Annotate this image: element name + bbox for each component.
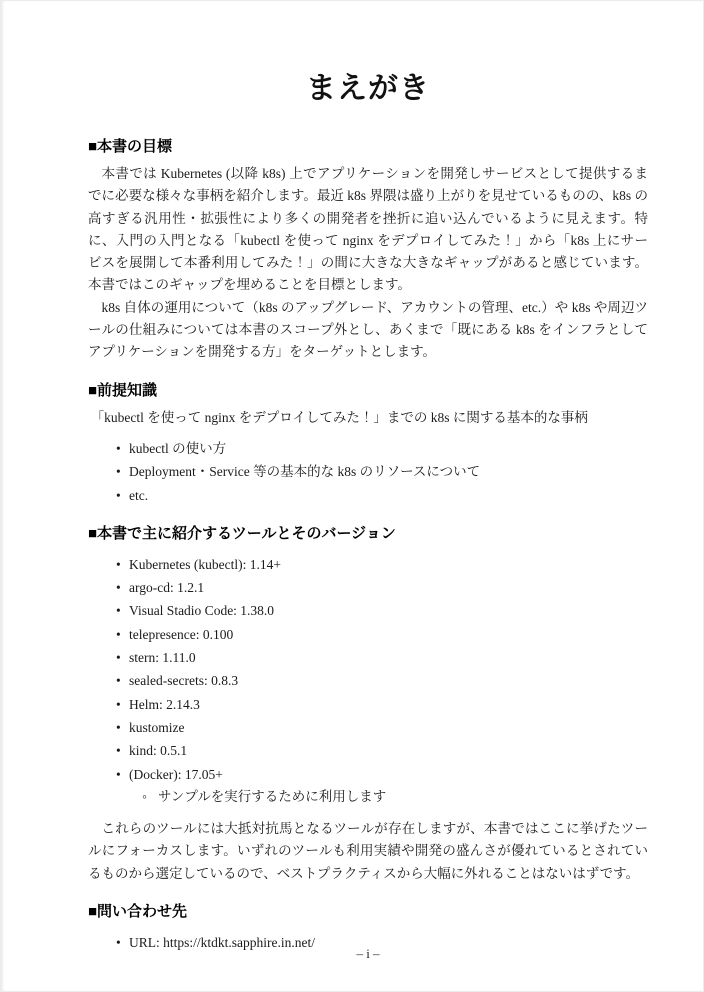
goals-heading: ■本書の目標 bbox=[88, 138, 173, 155]
list-item-docker bbox=[88, 764, 648, 809]
goals-paragraph-2: k8s 自体の運用について（k8s のアップグレード、アカウントの管理、etc.）や k8s や周辺ツールの仕組みについては本書のスコープ外とし、あくまで「既にある k8s をインフラとしてアプリケーションを開発する方」をターゲットとします。 bbox=[88, 299, 648, 360]
list-item: • etc. bbox=[88, 485, 648, 507]
list-item: • telepresence: 0.100 bbox=[88, 624, 648, 646]
prerequisites-heading: ■前提知識 bbox=[88, 381, 158, 399]
docker-sublist bbox=[129, 786, 648, 808]
tools-outro-paragraph: これらのツールには大抵対抗馬となるツールが存在しますが、本書ではここに挙げたツールにフォーカスします。いずれのツールも利用実績や開発の盛んさが優れているとされているものから選定しているので、ベストプラクティスから大幅に外れることはないはずです。 bbox=[88, 821, 648, 881]
prerequisites-intro: 「kubectl を使って nginx をデプロイしてみた！」までの k8s に関する基本的な事柄 bbox=[90, 409, 588, 425]
list-item: • kind: 0.5.1 bbox=[88, 740, 648, 762]
contact-url-item[interactable]: • URL: https://ktdkt.sapphire.in.net/ bbox=[88, 932, 648, 954]
list-item: • Kubernetes (kubectl): 1.14+ bbox=[88, 554, 648, 576]
tools-list bbox=[88, 554, 648, 808]
list-item: • Helm: 2.14.3 bbox=[88, 694, 648, 716]
list-item: • sealed-secrets: 0.8.3 bbox=[88, 670, 648, 692]
list-item: • stern: 1.11.0 bbox=[88, 647, 648, 669]
goals-paragraph-1: 本書では Kubernetes (以降 k8s) 上でアプリケーションを開発しサービスとして提供するまでに必要な様々な事柄を紹介します。最近 k8s 界隈は盛り上がりを見せているものの、k8s の高すぎる汎用性・拡張性により多くの開発者を挫折に追い込んでいるように見えます。特に、入門の入門となる「kubectl を使って nginx をデプロイしてみた！」から「k8s 上にサービスを展開して本番利用してみた！」の間に大きな大きなギャップがあると感じています。本書ではこのギャップを埋めることを目標とします。 bbox=[88, 166, 648, 293]
section-tools bbox=[88, 523, 648, 885]
list-item: • Visual Stadio Code: 1.38.0 bbox=[88, 600, 648, 622]
section-prerequisites bbox=[88, 380, 648, 507]
section-goals bbox=[88, 136, 648, 364]
list-item: • argo-cd: 1.2.1 bbox=[88, 577, 648, 599]
list-item-label: (Docker): 17.05+ bbox=[129, 766, 223, 782]
page-title: まえがき bbox=[306, 72, 430, 105]
contact-heading: ■問い合わせ先 bbox=[88, 903, 188, 921]
list-item: • Deployment・Service 等の基本的な k8s のリソースについて bbox=[88, 461, 648, 483]
page-number: – i – bbox=[356, 946, 380, 961]
list-subitem: ◦ サンプルを実行するために利用します bbox=[129, 786, 648, 808]
list-item: • kubectl の使い方 bbox=[88, 438, 648, 460]
tools-heading: ■本書で主に紹介するツールとそのバージョン bbox=[88, 524, 396, 542]
prerequisites-list bbox=[88, 438, 648, 507]
list-item: • kustomize bbox=[88, 717, 648, 739]
